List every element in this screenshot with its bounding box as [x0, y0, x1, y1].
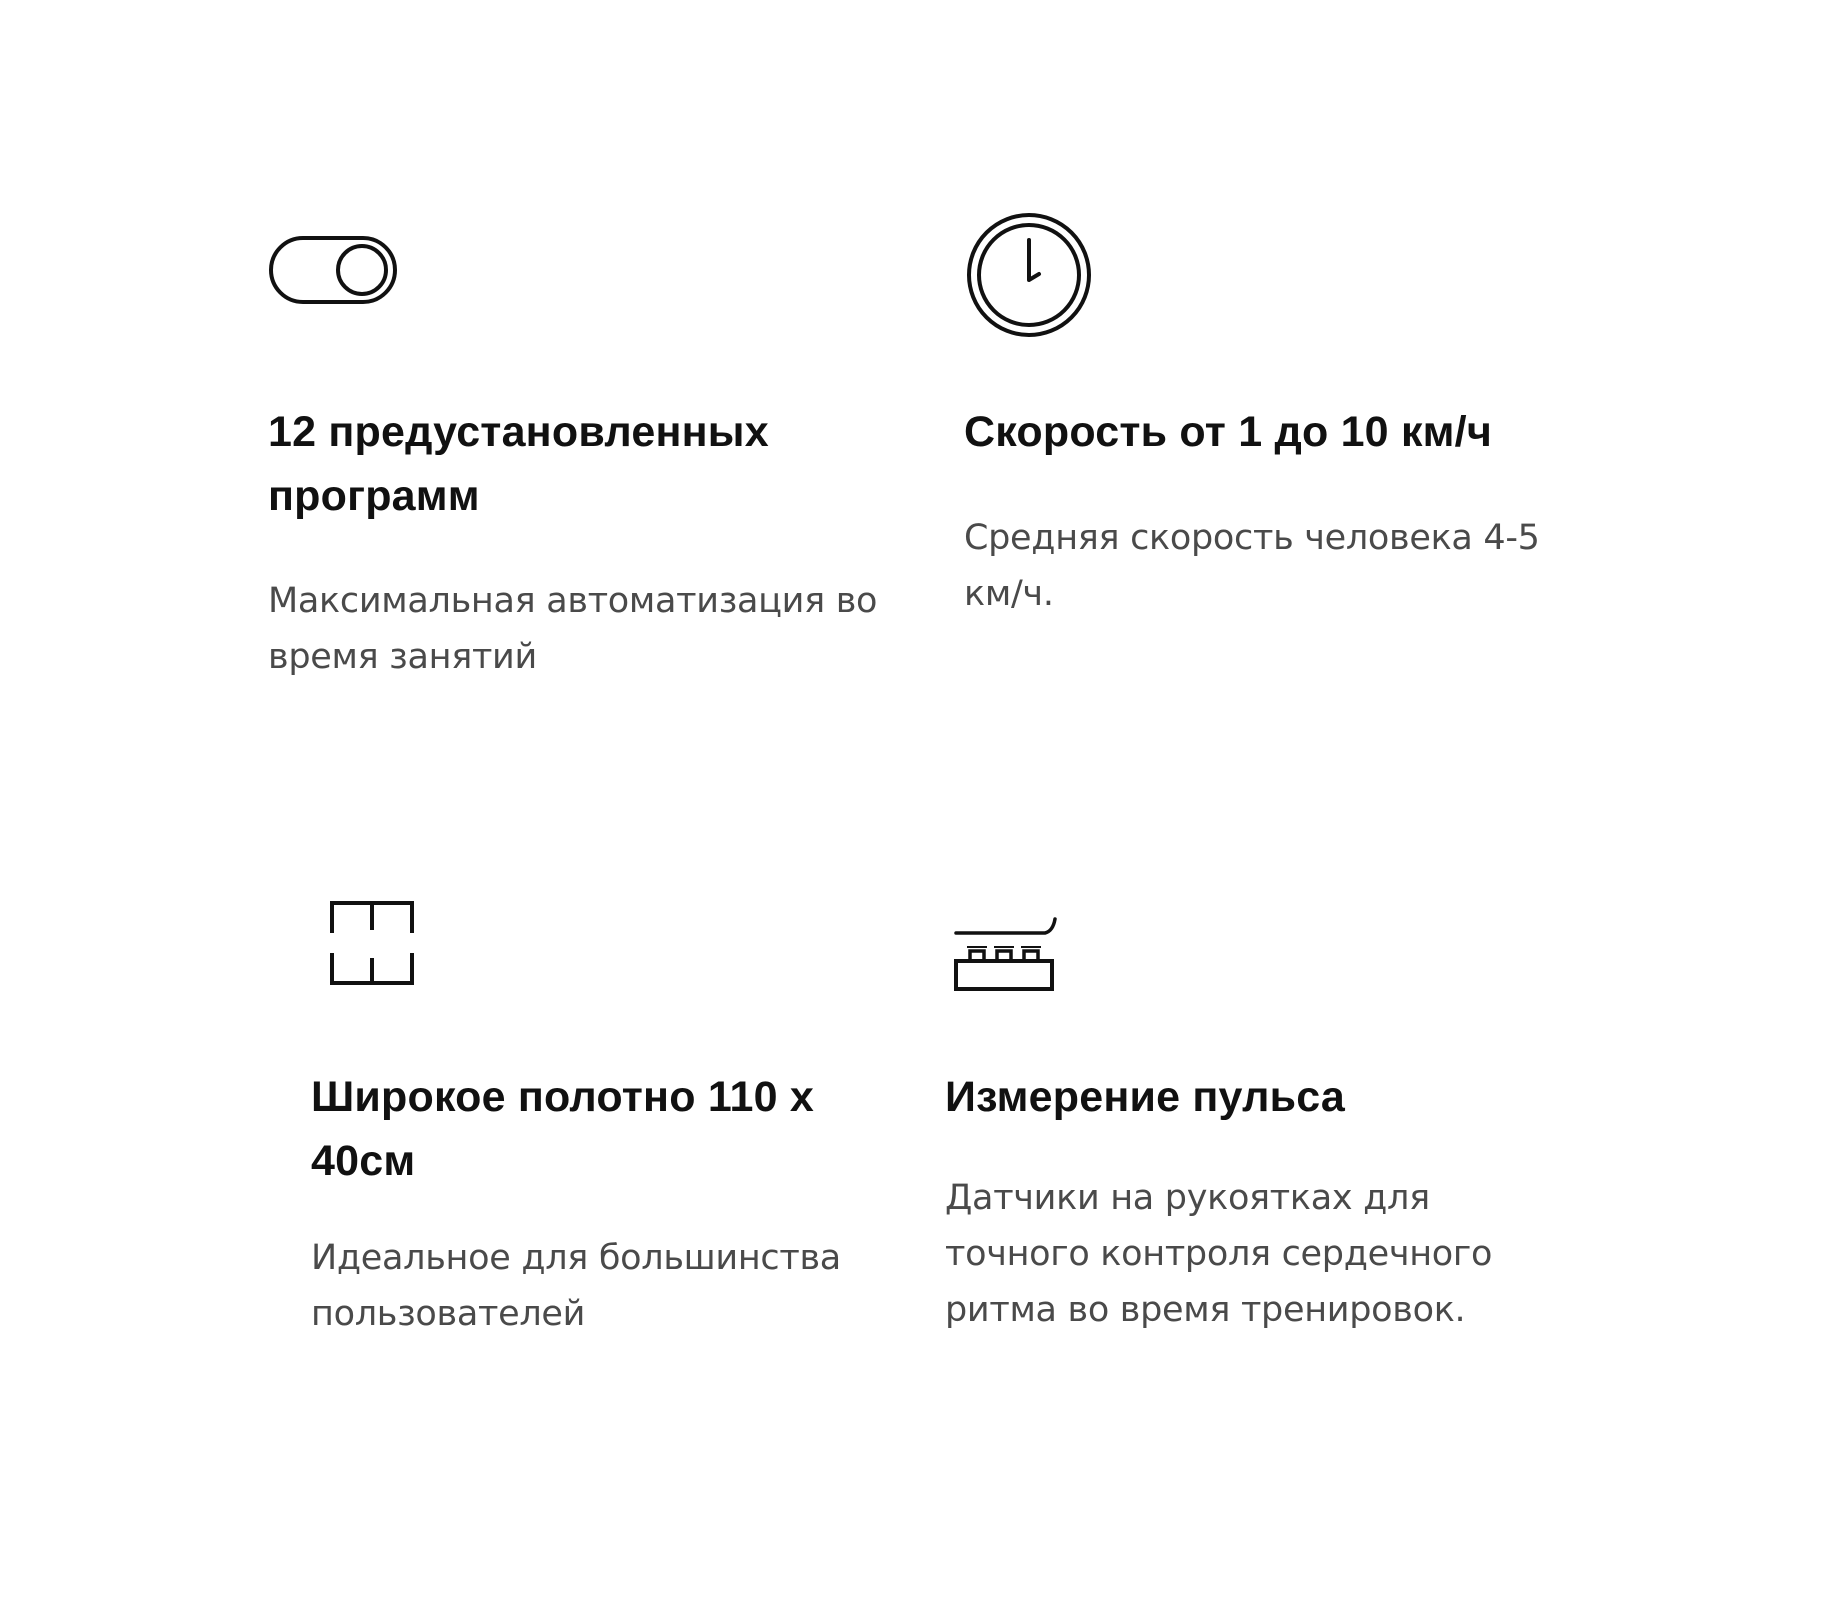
toggle-switch-icon — [268, 205, 398, 345]
feature-title: 12 предустановленных программ — [268, 408, 769, 520]
feature-description: Датчики на рукоятках для точного контроля сердечного ритма во время тренировок. — [945, 1178, 1493, 1330]
feature-card-speed — [964, 205, 1584, 614]
feature-description: Максимальная автоматизация во время занятий — [268, 581, 878, 677]
feature-description: Средняя скорость человека 4-5 км/ч. — [964, 518, 1540, 614]
feature-title: Измерение пульса — [945, 1073, 1346, 1121]
feature-title: Скорость от 1 до 10 км/ч — [964, 408, 1492, 456]
heart-rate-sensor-icon — [945, 905, 1055, 1000]
feature-card-pulse — [945, 905, 1565, 1330]
clock-icon — [964, 205, 1094, 345]
feature-card-belt — [311, 900, 871, 1334]
feature-description: Идеальное для большинства пользователей — [311, 1238, 841, 1334]
feature-card-programs — [268, 205, 888, 677]
feature-title: Широкое полотно 110 х 40см — [311, 1073, 815, 1185]
grid-squares-icon — [311, 900, 401, 1000]
